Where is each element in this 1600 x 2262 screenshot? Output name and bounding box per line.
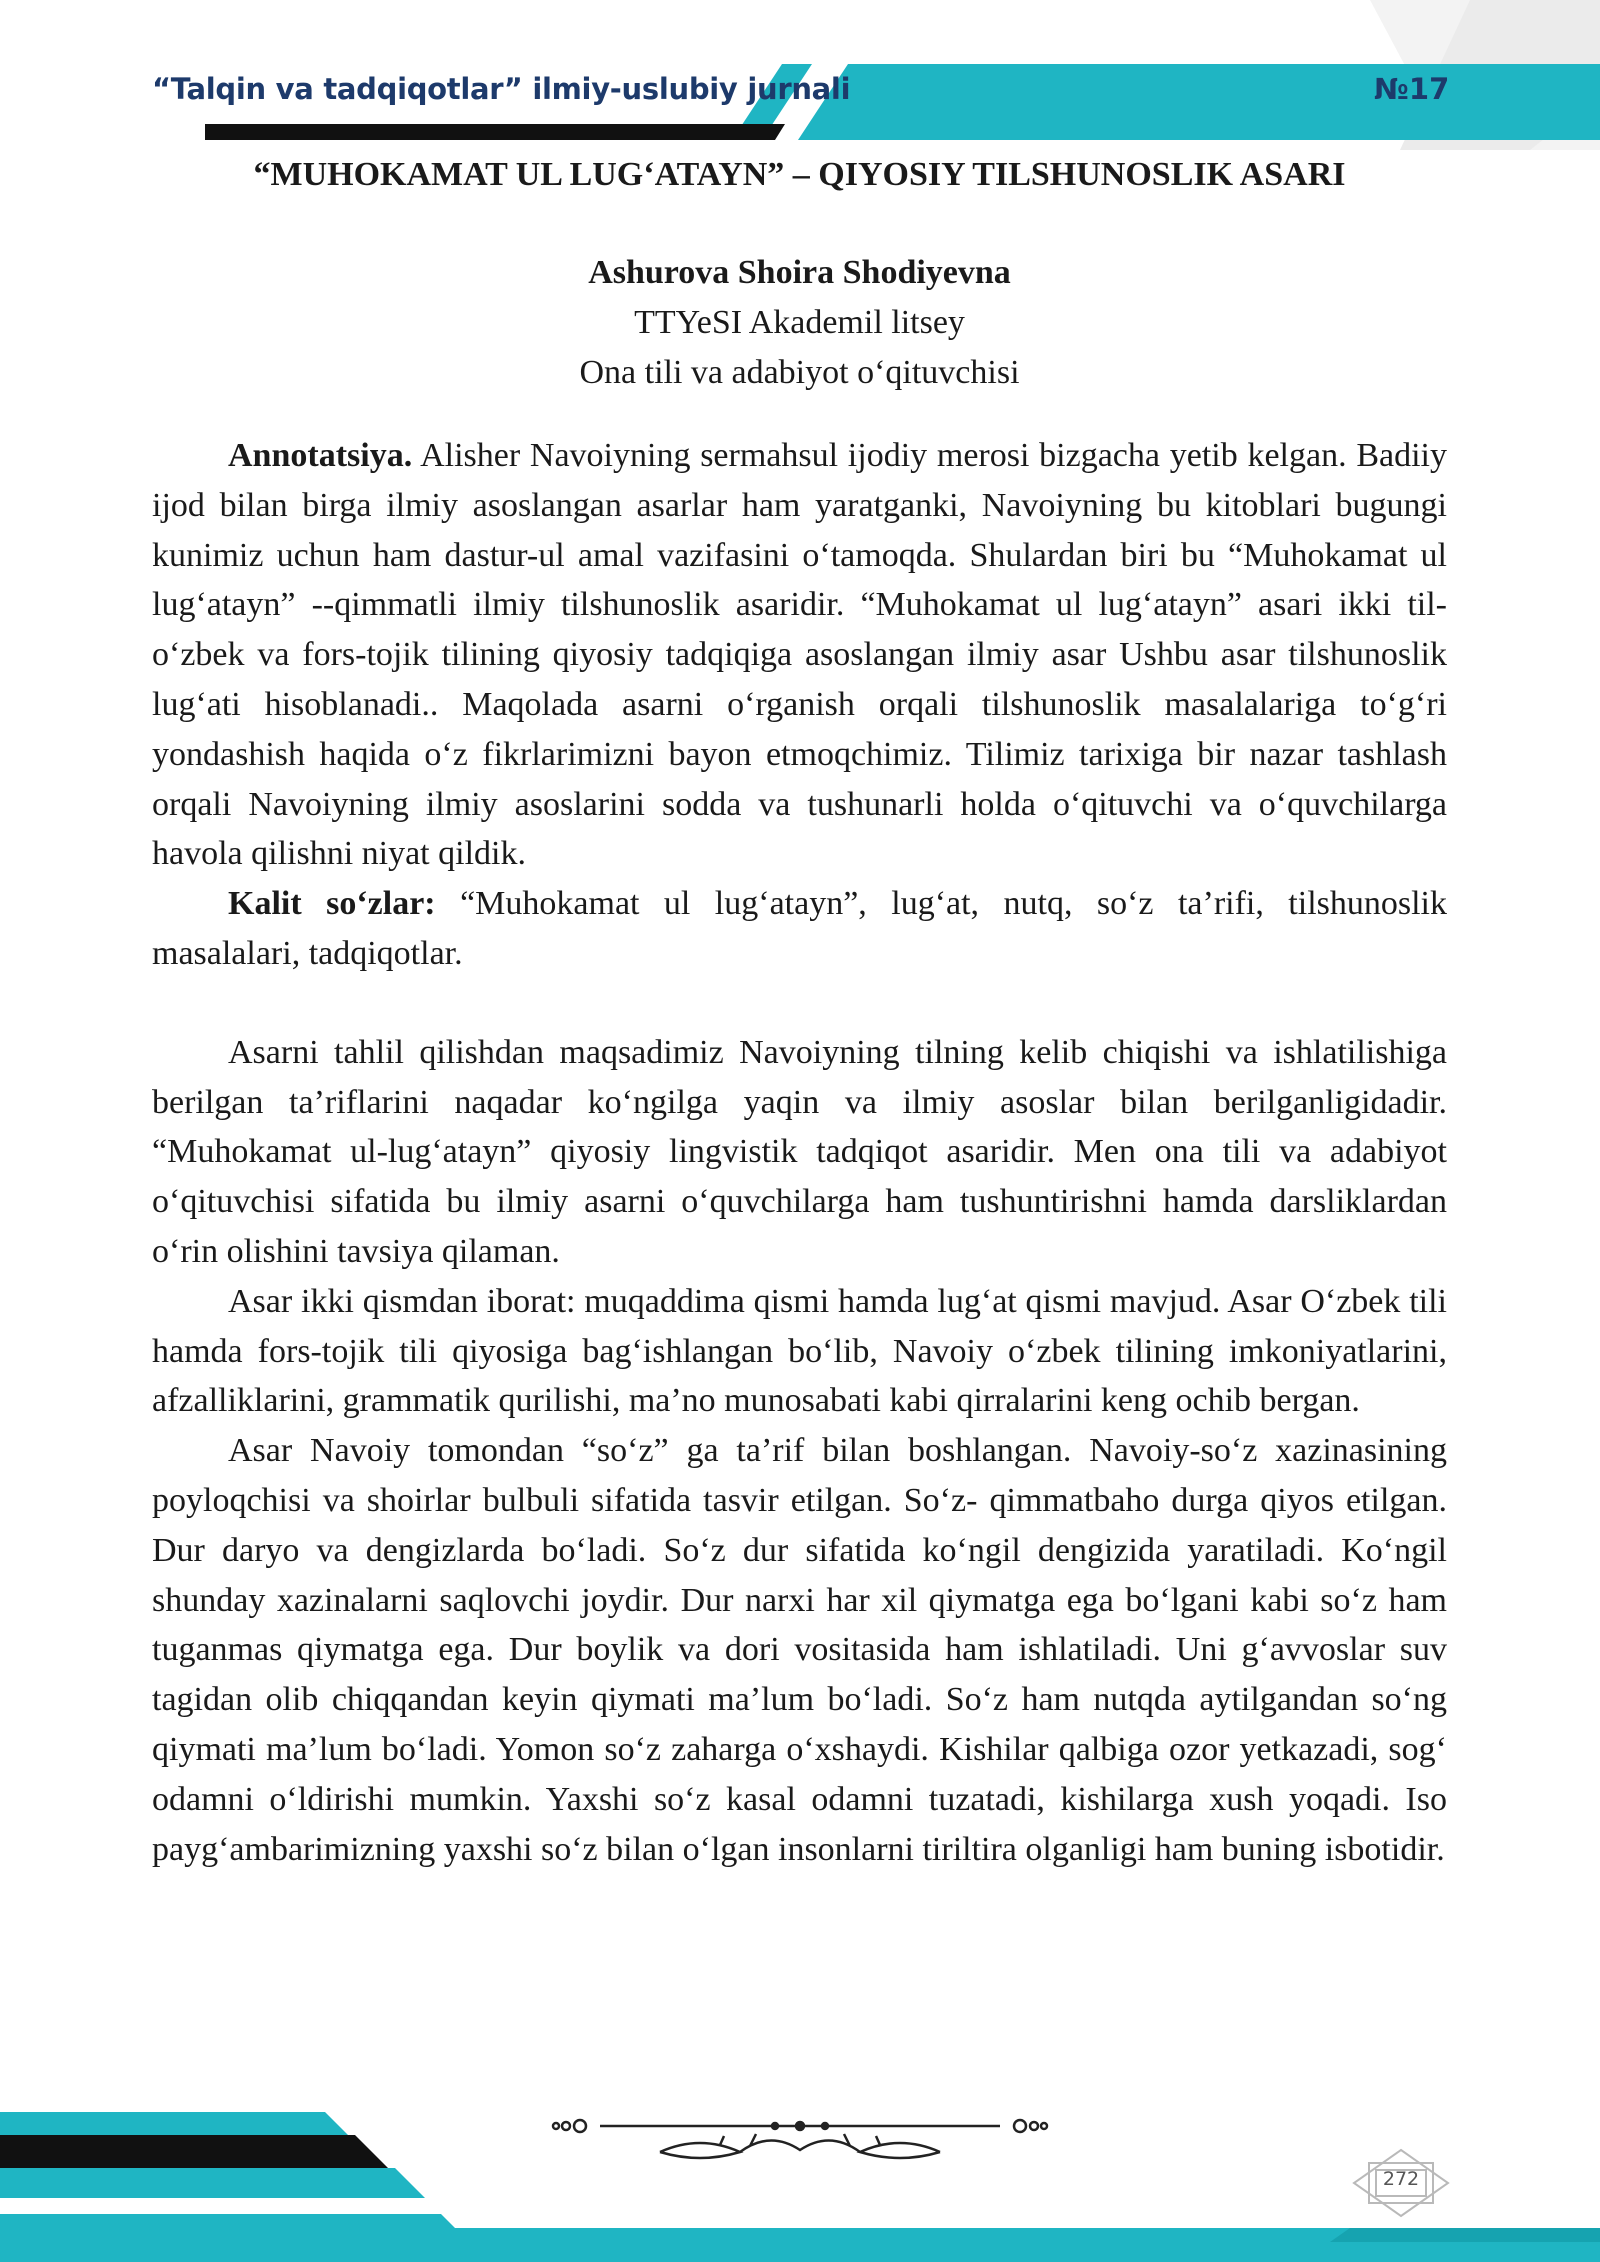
body-paragraph-3: Asar Navoiy tomondan “so‘z” ga ta’rif bilan boshlangan. Navoiy-so‘z xazinasining poyloqchisi va shoirlar bulbuli sifatida tasvir etilgan. So‘z- qimmatbaho durga qiyos etilgan. Dur daryo va dengizlarda bo‘ladi. So‘z dur sifatida ko‘ngil dengizida yaratiladi. Ko‘ngil shunday xazinalarni saqlovchi joydir. Dur narxi har xil qiymatga ega bo‘lgani kabi so‘z ham tuganmas qiymatga ega. Dur boylik va dori vositasida ham ishlatiladi. Uni g‘avvoslar suv tagidan olib chiqqandan keyin qiymati ma’lum bo‘ladi. So‘z ham nutqda aytilgandan so‘ng qiymati ma’lum bo‘ladi. Yomon so‘z zaharga o‘xshaydi. Kishilar qalbiga ozor yetkazadi, sog‘ odamni o‘ldirishi mumkin. Yaxshi so‘z kasal odamni tuzatadi, kishilarga xush yoqadi. Iso payg‘ambarimizning yaxshi so‘z bilan o‘lgan insonlarni tiriltira olganligi ham buning isbotidir. xyxy=(152,1432,1447,1868)
body-paragraph-2: Asar ikki qismdan iborat: muqaddima qismi hamda lug‘at qismi mavjud. Asar O‘zbek tili hamda fors-tojik tili qiyosiga bag‘ishlangan bo‘lib, Navoiy o‘zbek tilining imkoniyatlarini, afzalliklarini, grammatik qurilishi, ma’no munosabati kabi qirralarini keng ochib bergan. xyxy=(152,1282,1447,1420)
page-number: 272 xyxy=(1382,2168,1420,2190)
abstract-text: Alisher Navoiyning sermahsul ijodiy merosi bizgacha yetib kelgan. Badiiy ijod bilan birga ilmiy asoslangan asarlar ham yaratganki, Navoiyning bu kitoblari bugungi kunimiz uchun ham dastur-ul amal vazifasini o‘tamoqda. Shulardan biri bu “Muhokamat ul lug‘atayn” --qimmatli ilmiy tilshunoslik asaridir. “Muhokamat ul lug‘atayn” asari ikki til-o‘zbek va fors-tojik tilining qiyosiy tadqiqiga asoslangan ilmiy asar Ushbu asar tilshunoslik lug‘ati hisoblanadi.. Maqolada asarni o‘rganish orqali tilshunoslik masalalariga to‘g‘ri yondashish haqida o‘z fikrlarimizni bayon etmoqchimiz. Tilimiz tarixiga bir nazar tashlash orqali Navoiyning ilmiy asoslarini sodda va tushunarli holda o‘qituvchi va o‘quvchilarga havola qilishni niyat qildik. xyxy=(152,437,1447,873)
footer-accent-shade xyxy=(1330,2228,1600,2242)
keywords-paragraph xyxy=(152,879,1447,979)
author-name: Ashurova Shoira Shodiyevna xyxy=(588,254,1011,291)
keywords-label: Kalit so‘zlar: xyxy=(228,885,436,923)
body-paragraph-1: Asarni tahlil qilishdan maqsadimiz Navoiyning tilning kelib chiqishi va ishlatilishiga berilgan ta’riflarini naqadar ko‘ngilga yaqin va ilmiy asoslar bilan berilganligidadir. “Muhokamat ul-lug‘atayn” qiyosiy lingvistik tadqiqot asaridir. Men ona tili va adabiyot o‘qituvchisi sifatida bu ilmiy asarni o‘quvchilarga ham tushuntirishni hamda darsliklardan o‘rin olishini tavsiya qilaman. xyxy=(152,1033,1447,1270)
author-position: Ona tili va adabiyot o‘qituvchisi xyxy=(579,354,1020,391)
footer-banner xyxy=(0,2090,1600,2262)
journal-title: “Talqin va tadqiqotlar” ilmiy-uslubiy jurnali xyxy=(152,72,851,106)
footer-white-stripe xyxy=(0,2198,1120,2214)
ornament-divider-icon xyxy=(553,2120,1047,2158)
issue-number: №17 xyxy=(1374,72,1450,106)
author-affiliation: TTYeSI Akademil litsey xyxy=(634,304,965,341)
keywords-text: “Muhokamat ul lug‘atayn”, lug‘at, nutq, so‘z ta’rifi, tilshunoslik masalalari, tadqiqotlar. xyxy=(152,885,1448,972)
footer-accent-band xyxy=(0,2168,1100,2262)
article-title: “MUHOKAMAT UL LUG‘ATAYN” – QIYOSIY TILSHUNOSLIK ASARI xyxy=(253,156,1346,193)
header-accent-band xyxy=(795,64,1600,140)
article-content xyxy=(152,150,1447,1874)
abstract-paragraph xyxy=(152,431,1447,879)
abstract-label: Annotatsiya. xyxy=(228,437,413,474)
header-rule xyxy=(205,124,785,140)
